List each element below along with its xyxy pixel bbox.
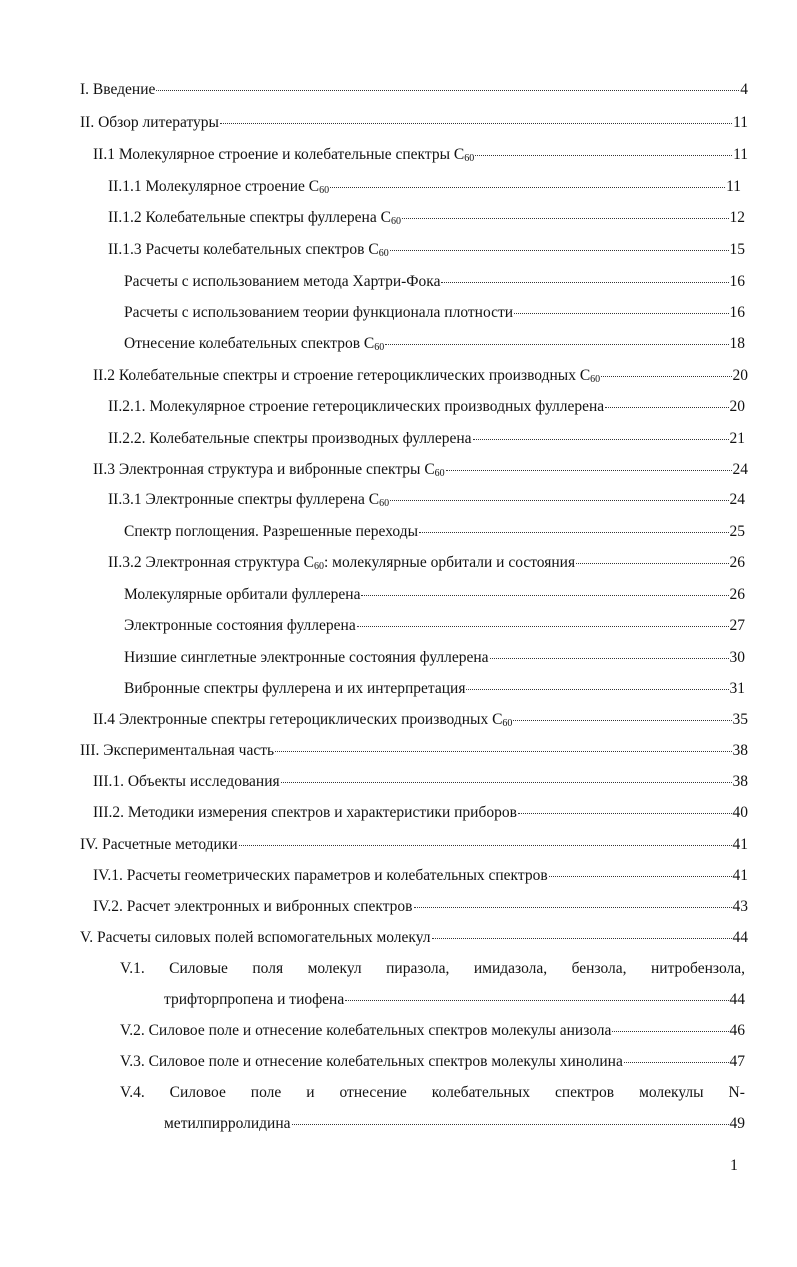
toc-entry: Отнесение колебательных спектров $C_{60}$ 18	[124, 335, 745, 353]
toc-entry: V.3. Силовое поле и отнесение колебательных спектров молекулы хинолина 47	[120, 1053, 745, 1070]
toc-entry: II.2 Колебательные спектры и строение гетероциклических производных $C_{60}$ 20	[93, 367, 748, 385]
toc-entry: Расчеты с использованием теории функционала плотности 16	[124, 304, 745, 321]
toc-entry: III.2. Методики измерения спектров и характеристики приборов 40	[93, 804, 748, 821]
toc-entry-line2: трифторпропена и тиофена 44	[164, 991, 745, 1008]
toc-entry-line1: V.4. Силовое поле и отнесение колебательных спектров молекулы N-	[120, 1084, 745, 1101]
toc-entry: IV.2. Расчет электронных и вибронных спектров 43	[93, 898, 748, 915]
toc-entry: II.1.3 Расчеты колебательных спектров $C_{60}$ 15	[108, 241, 745, 259]
toc-entry: V. Расчеты силовых полей вспомогательных молекул 44	[80, 929, 748, 946]
page-number: 1	[730, 1157, 738, 1174]
toc-entry-line1: V.1. Силовые поля молекул пиразола, имидазола, бензола, нитробензола,	[120, 960, 745, 977]
toc-entry: I. Введение 4	[80, 81, 748, 98]
toc-entry: II.3.2 Электронная структура $C_{60}$: молекулярные орбитали и состояния 26	[108, 554, 745, 572]
toc-entry: IV. Расчетные методики 41	[80, 836, 748, 853]
toc-entry: II.2.2. Колебательные спектры производных фуллерена 21	[108, 430, 745, 447]
toc-entry: V.2. Силовое поле и отнесение колебательных спектров молекулы анизола 46	[120, 1022, 745, 1039]
toc-entry: II.4 Электронные спектры гетероциклических производных $C_{60}$ 35	[93, 711, 748, 729]
toc-entry: Электронные состояния фуллерена 27	[124, 617, 745, 634]
toc-entry-line2: метилпирролидина 49	[164, 1115, 745, 1132]
toc-entry: III. Экспериментальная часть 38	[80, 742, 748, 759]
toc-entry: II. Обзор литературы 11	[80, 114, 748, 131]
toc-entry: II.3 Электронная структура и вибронные спектры $C_{60}$ 24	[93, 461, 748, 479]
toc-entry: II.1.2 Колебательные спектры фуллерена $C_{60}$ 12	[108, 209, 745, 227]
toc-entry: II.1 Молекулярное строение и колебательные спектры $C_{60}$ 11	[93, 146, 748, 164]
toc-entry: Спектр поглощения. Разрешенные переходы 25	[124, 523, 745, 540]
toc-entry: Низшие синглетные электронные состояния фуллерена 30	[124, 649, 745, 666]
toc-entry: IV.1. Расчеты геометрических параметров и колебательных спектров 41	[93, 867, 748, 884]
toc-entry: II.2.1. Молекулярное строение гетероциклических производных фуллерена 20	[108, 398, 745, 415]
toc-entry: Молекулярные орбитали фуллерена 26	[124, 586, 745, 603]
toc-entry-wrapped	[120, 1083, 745, 1103]
toc-entry: Расчеты с использованием метода Хартри-Фока 16	[124, 273, 745, 290]
toc-entry: II.1.1 Молекулярное строение $C_{60}$ 11	[108, 178, 741, 196]
toc-entry: II.3.1 Электронные спектры фуллерена $C_{60}$ 24	[108, 491, 745, 509]
toc-entry: III.1. Объекты исследования 38	[93, 773, 748, 790]
toc-entry-wrapped	[120, 959, 745, 979]
toc-entry: Вибронные спектры фуллерена и их интерпретация 31	[124, 680, 745, 697]
